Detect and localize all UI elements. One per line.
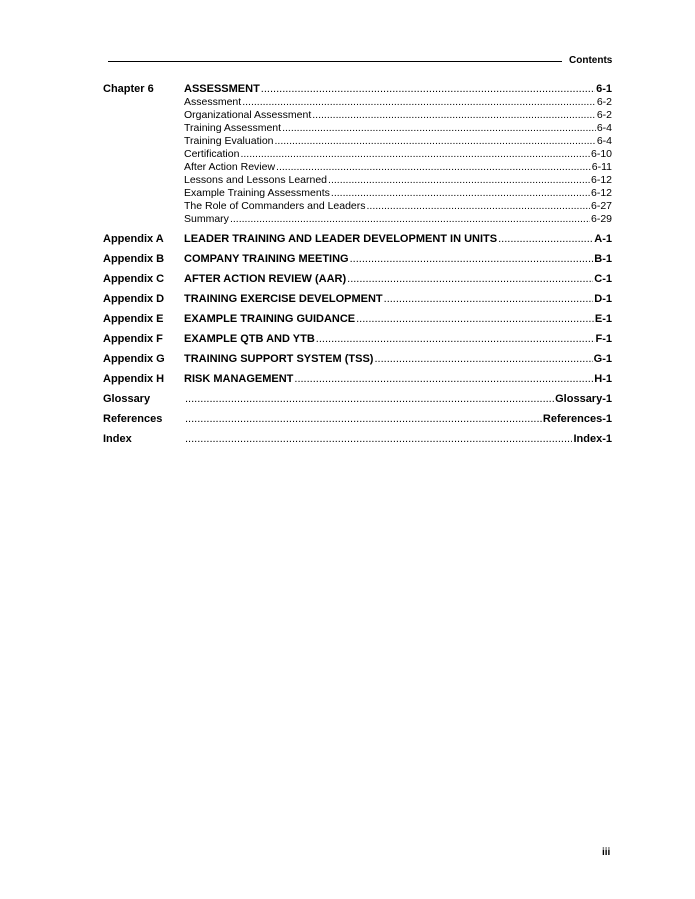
toc-subentry[interactable] <box>103 135 612 148</box>
toc-subentry[interactable] <box>103 161 612 174</box>
toc-entry-title: LEADER TRAINING AND LEADER DEVELOPMENT IN UNITS <box>184 233 498 245</box>
toc-subentry[interactable] <box>103 96 612 109</box>
toc-entry[interactable] <box>103 252 612 272</box>
toc-entry[interactable] <box>103 292 612 312</box>
toc-subentry[interactable] <box>103 200 612 213</box>
toc-entry-page: References-1 <box>542 413 612 425</box>
dot-leader <box>356 312 594 326</box>
toc-entry[interactable] <box>103 392 612 412</box>
toc-subentry-title: Organizational Assessment <box>184 109 312 121</box>
dot-leader <box>328 174 590 187</box>
toc-subentry-title: Lessons and Lessons Learned <box>184 174 328 186</box>
toc-subentry-page: 6-10 <box>590 148 612 160</box>
toc-subentry-title: Training Evaluation <box>184 135 274 147</box>
toc-subentry-page: 6-12 <box>590 174 612 186</box>
dot-leader <box>185 432 572 446</box>
toc-entry-title: ASSESSMENT <box>184 83 260 95</box>
toc-entry[interactable] <box>103 332 612 352</box>
toc-subentry-title: Training Assessment <box>184 122 282 134</box>
toc-entry-label: Appendix H <box>103 373 165 385</box>
dot-leader <box>294 372 593 386</box>
dot-leader <box>347 272 593 286</box>
toc-entry-label: References <box>103 413 163 425</box>
toc-entry[interactable] <box>103 232 612 252</box>
toc-entry-title: COMPANY TRAINING MEETING <box>184 253 349 265</box>
toc-subentry[interactable] <box>103 122 612 135</box>
toc-entry-label: Index <box>103 433 132 445</box>
dot-leader <box>240 148 590 161</box>
dot-leader <box>282 122 596 135</box>
toc-entry-page: G-1 <box>593 353 612 365</box>
toc-subentry-title: After Action Review <box>184 161 276 173</box>
dot-leader <box>350 252 594 266</box>
dot-leader <box>185 412 542 426</box>
toc-subentry-title: Assessment <box>184 96 242 108</box>
toc-entry-title: RISK MANAGEMENT <box>184 373 294 385</box>
toc-entry-page: 6-1 <box>596 83 612 95</box>
toc-subentry[interactable] <box>103 174 612 187</box>
toc-entry-label: Appendix E <box>103 313 164 325</box>
toc-entry-label: Appendix D <box>103 293 165 305</box>
page-number: iii <box>602 847 611 858</box>
toc-subentry-page: 6-4 <box>596 122 612 134</box>
toc-subentry-title: Certification <box>184 148 240 160</box>
toc-entry-label: Appendix G <box>103 353 165 365</box>
toc-entry-page: F-1 <box>595 333 612 345</box>
toc-entry-page: E-1 <box>594 313 612 325</box>
chapter-6-block <box>103 82 612 226</box>
toc-entry-label: Appendix F <box>103 333 163 345</box>
toc-entry-label: Appendix A <box>103 233 164 245</box>
table-of-contents <box>103 82 612 452</box>
dot-leader <box>185 392 554 406</box>
toc-entry-label: Glossary <box>103 393 151 405</box>
toc-entry-label: Appendix B <box>103 253 165 265</box>
toc-entry-page: D-1 <box>594 293 612 305</box>
toc-entry-title: TRAINING EXERCISE DEVELOPMENT <box>184 293 383 305</box>
toc-entry-title: AFTER ACTION REVIEW (AAR) <box>184 273 347 285</box>
dot-leader <box>276 161 591 174</box>
toc-entry[interactable] <box>103 272 612 292</box>
toc-entry-title: EXAMPLE QTB AND YTB <box>184 333 315 345</box>
toc-subentry-page: 6-12 <box>590 187 612 199</box>
toc-entry-page: H-1 <box>594 373 612 385</box>
toc-subentry-title: Summary <box>184 213 229 225</box>
toc-subentry-page: 6-27 <box>590 200 612 212</box>
toc-entry-page: C-1 <box>594 273 612 285</box>
dot-leader <box>374 352 592 366</box>
toc-entry-page: B-1 <box>594 253 612 265</box>
dot-leader <box>367 200 590 213</box>
header-rule <box>108 61 562 62</box>
dot-leader <box>498 232 593 246</box>
toc-entry[interactable] <box>103 352 612 372</box>
toc-entry-title: EXAMPLE TRAINING GUIDANCE <box>184 313 356 325</box>
toc-subentry-page: 6-2 <box>596 109 612 121</box>
toc-entry[interactable] <box>103 412 612 432</box>
toc-subentry-page: 6-29 <box>590 213 612 225</box>
toc-subentry-page: 6-4 <box>596 135 612 147</box>
toc-subentry[interactable] <box>103 109 612 122</box>
toc-entry-label: Chapter 6 <box>103 83 154 95</box>
dot-leader <box>316 332 595 346</box>
toc-entry-title: TRAINING SUPPORT SYSTEM (TSS) <box>184 353 374 365</box>
dot-leader <box>312 109 596 122</box>
toc-subentry-title: The Role of Commanders and Leaders <box>184 200 366 212</box>
dot-leader <box>230 213 590 226</box>
toc-subentry-page: 6-11 <box>591 161 612 173</box>
toc-entry[interactable] <box>103 312 612 332</box>
toc-entry-page: Glossary-1 <box>555 393 612 405</box>
chapter-6-sections <box>103 96 612 226</box>
dot-leader <box>275 135 596 148</box>
toc-subentry[interactable] <box>103 187 612 200</box>
toc-entry[interactable] <box>103 432 612 452</box>
toc-entry-chapter-6[interactable] <box>103 82 612 96</box>
toc-entry-label: Appendix C <box>103 273 165 285</box>
toc-subentry-page: 6-2 <box>596 96 612 108</box>
dot-leader <box>242 96 596 109</box>
toc-entry-page: A-1 <box>594 233 612 245</box>
dot-leader <box>331 187 590 200</box>
toc-entries <box>103 232 612 452</box>
toc-entry-page: Index-1 <box>573 433 612 445</box>
dot-leader <box>384 292 594 306</box>
toc-subentry[interactable] <box>103 213 612 226</box>
running-header: Contents <box>569 55 613 66</box>
toc-subentry[interactable] <box>103 148 612 161</box>
toc-subentry-title: Example Training Assessments <box>184 187 330 199</box>
dot-leader <box>261 82 595 96</box>
toc-entry[interactable] <box>103 372 612 392</box>
